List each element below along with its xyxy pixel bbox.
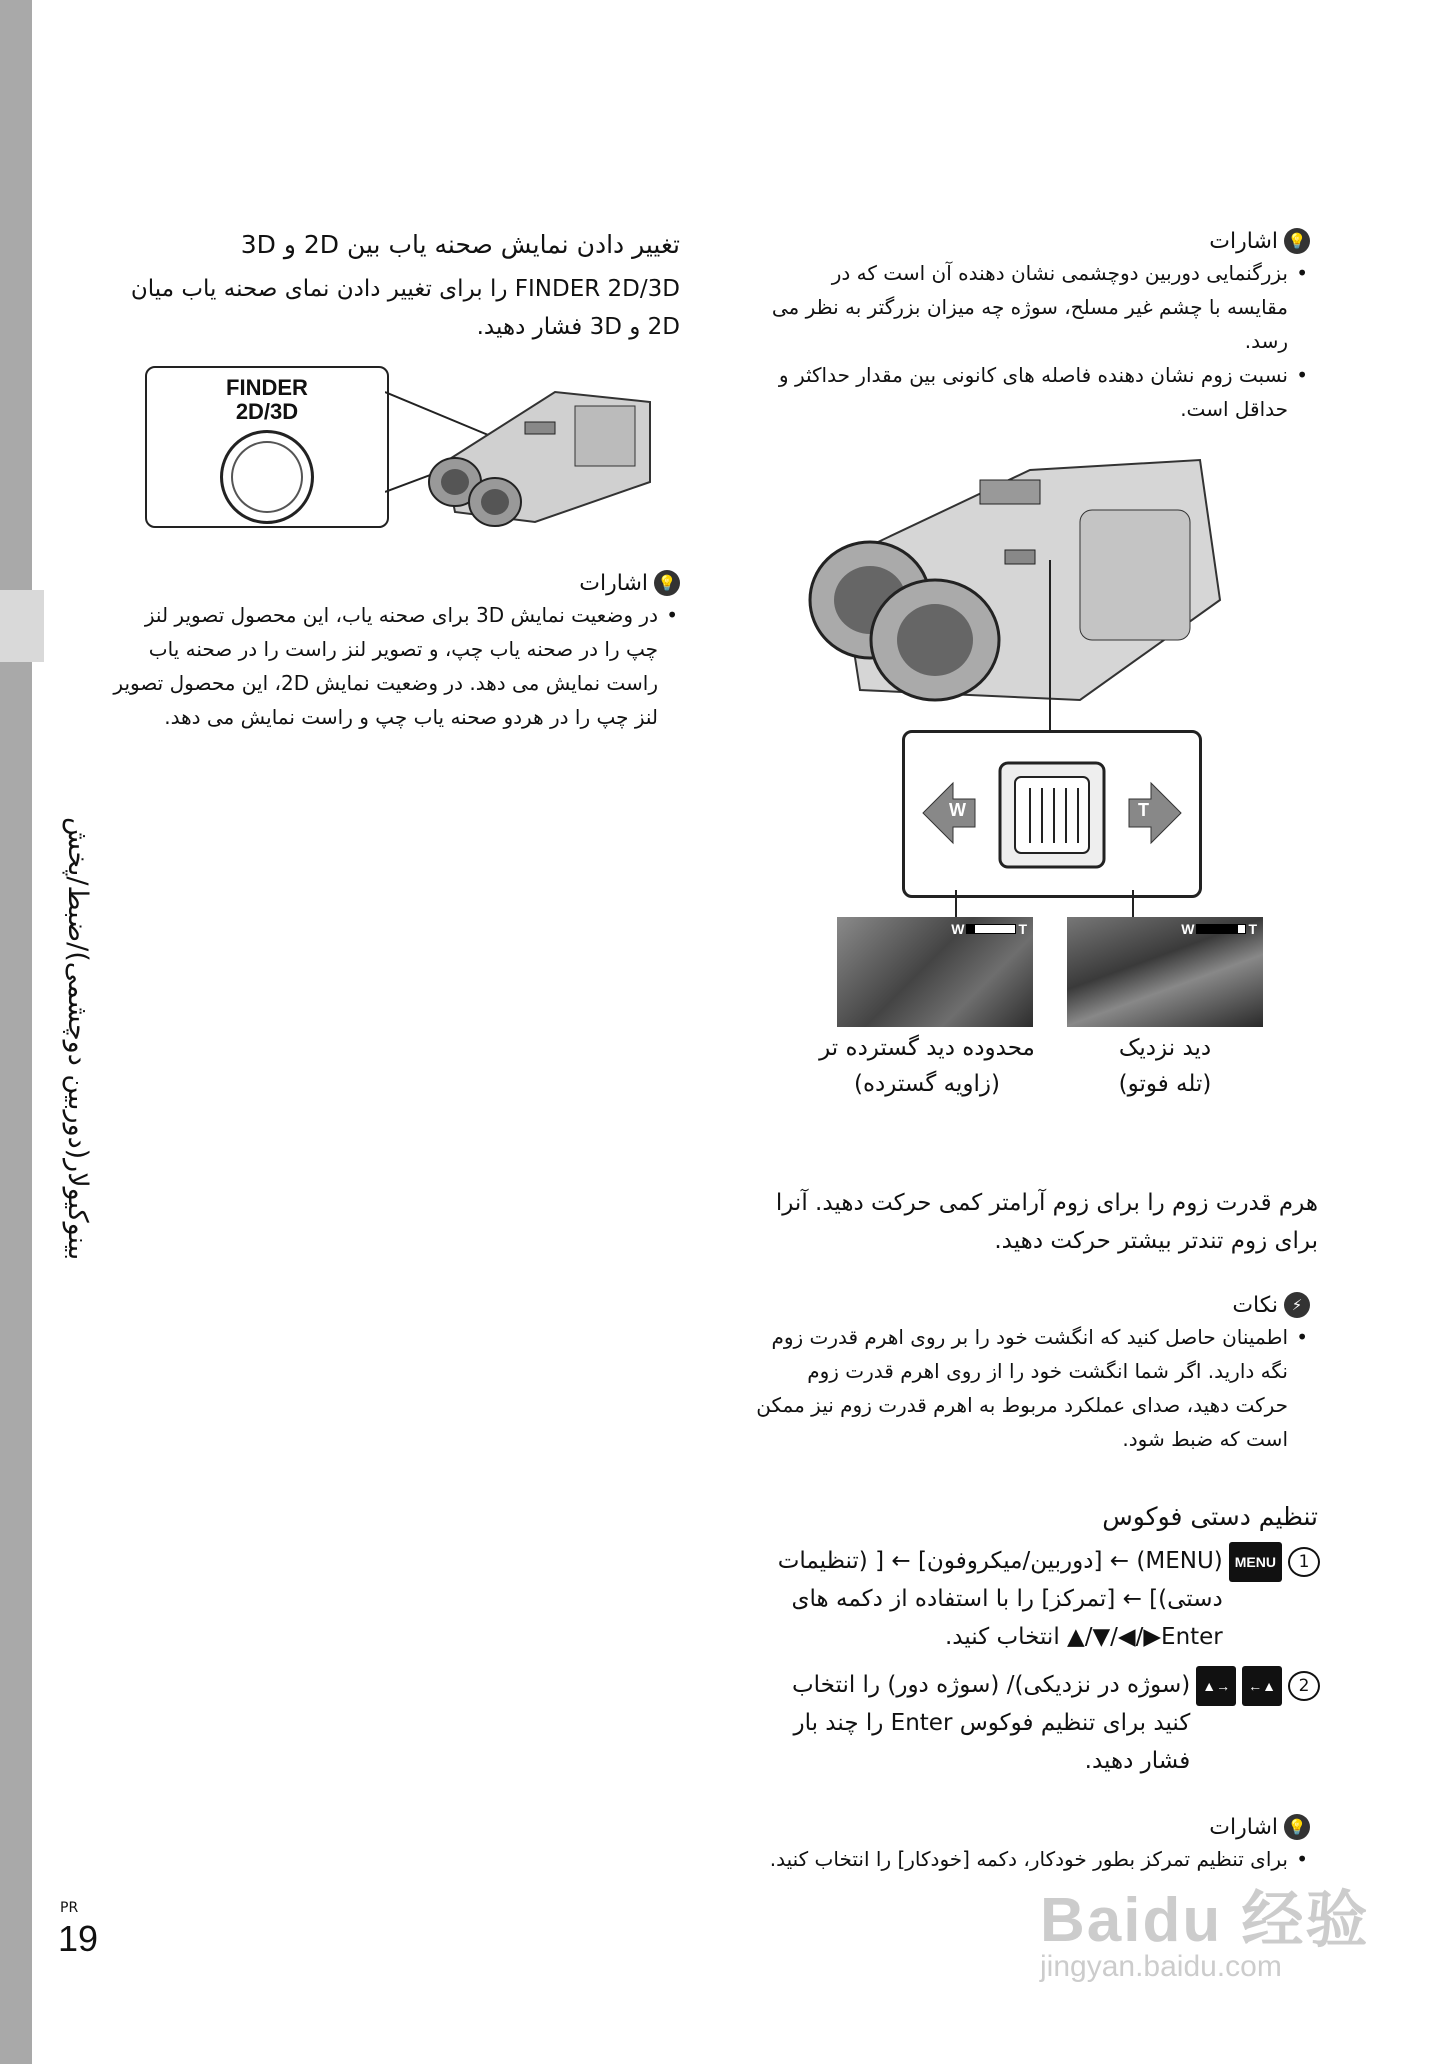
finder-heading: تغییر دادن نمایش صحنه یاب بین 2D و 3D (240, 230, 680, 259)
finder-button-callout (145, 366, 389, 528)
zoom-notes-title: نکات (1232, 1292, 1278, 1318)
zoom-lever-callout (902, 730, 1202, 898)
focus-heading: تنظیم دستی فوکوس (1102, 1502, 1318, 1531)
zoom-leader-lines (940, 890, 1140, 920)
finder-hints (110, 568, 680, 734)
step-2-text: (سوژه در نزدیکی)/ (سوژه دور) را انتخاب کنید برای تنظیم فوکوس Enter را چند بار فشار دهید. (792, 1672, 1191, 1774)
zoom-notes (750, 1290, 1310, 1456)
finder-paragraph: FINDER 2D/3D را برای تغییر دادن نمای صحنه یاب میان 2D و 3D فشار دهید. (130, 276, 680, 340)
step-1-text: (MENU) ← [دوربین/میکروفون] ← [ (تنظیمات دستی)] ← [تمرکز] را با استفاده از دکمه های Enter▶/◀/▼/▲ انتخاب کنید. (777, 1548, 1223, 1650)
side-tab-strip (0, 0, 32, 2064)
far-subject-icon: →▲ (1196, 1666, 1236, 1706)
finder-2d3d-button (220, 430, 314, 524)
finder-button-label: FINDER 2D/3D (226, 375, 308, 424)
zoom-indicator (951, 921, 1027, 937)
finder-hint-item: • در وضعیت نمایش 3D برای صحنه یاب، این محصول تصویر لنز چپ را در صحنه یاب چپ، و تصویر لنز راست را در صحنه یاب راست نمایش می دهد. در وضعیت نمایش 2D، این محصول تصویر لنز چپ را در هردو صحنه یاب چپ و راست نمایش می دهد. (110, 598, 658, 734)
focus-hint-title: اشارات (1209, 1814, 1278, 1840)
focus-step-1 (760, 1542, 1320, 1656)
wide-angle-photo (837, 917, 1033, 1027)
focus-step-2 (760, 1666, 1320, 1780)
zoom-note-item: • اطمینان حاصل کنید که انگشت خود را بر روی اهرم قدرت زوم نگه دارید. اگر شما انگشت خود را از روی اهرم قدرت زوم حرکت دهید، صدای عملکرد مربوط به اهرم قدرت زوم نیز ممکن است که ضبط شود. (750, 1320, 1288, 1456)
zoom-hint-item: • نسبت زوم نشان دهنده فاصله های کانونی بین مقدار حداکثر و حداقل است. (770, 358, 1288, 426)
lightbulb-icon: 💡 (1284, 1814, 1310, 1840)
focus-hints (760, 1812, 1310, 1876)
zoom-hint-title: اشارات (1209, 228, 1278, 254)
lightbulb-icon: 💡 (654, 570, 680, 596)
finder-hint-header (110, 568, 680, 598)
binocular-top-illustration (385, 372, 655, 532)
zoom-wide-label: W (949, 800, 966, 820)
lightning-icon: ⚡ (1284, 1292, 1310, 1318)
step-number-2: 2 (1288, 1671, 1320, 1701)
finder-hint-title: اشارات (579, 570, 648, 596)
zoom-tele-label: T (1138, 800, 1149, 820)
zoom-fill-tele (1197, 925, 1238, 933)
zoom-paragraph: هرم قدرت زوم را برای زوم آرامتر کمی حرکت دهید. آنرا برای زوم تندتر بیشتر حرکت دهید. (775, 1190, 1318, 1254)
side-tab-marker (0, 590, 44, 662)
zoom-hints (770, 226, 1310, 426)
zoom-hint-item: • بزرگنمایی دوربین دوچشمی نشان دهنده آن است که در مقایسه با چشم غیر مسلح، سوژه چه میزان بزرگتر به نظر می رسد. (770, 256, 1288, 358)
menu-icon: MENU (1229, 1542, 1282, 1582)
near-subject-icon: ▲← (1242, 1666, 1282, 1706)
zoom-indicator-t: T (1018, 921, 1027, 937)
page-language-code: PR (60, 1900, 79, 1916)
focus-hint-header (760, 1812, 1310, 1842)
telephoto-caption: دید نزدیک (تله فوتو) (1118, 1035, 1212, 1097)
section-side-title: بینوکیولار(دوربین دوچشمی)/ضبط/پخش (62, 816, 93, 1260)
zoom-indicator-t: T (1248, 921, 1257, 937)
watermark-logo: Baidu 经验 (1040, 1886, 1370, 1955)
page-number: 19 (58, 1918, 99, 1959)
zoom-hint-header (770, 226, 1310, 256)
step-number-1: 1 (1288, 1547, 1320, 1577)
zoom-fill-wide (967, 925, 974, 933)
focus-hint-item: • برای تنظیم تمرکز بطور خودکار، دکمه [خودکار] را انتخاب کنید. (760, 1842, 1288, 1876)
lightbulb-icon: 💡 (1284, 228, 1310, 254)
zoom-indicator-w: W (1181, 921, 1195, 937)
wide-angle-caption: محدوده دید گسترده تر (زاویه گسترده) (819, 1035, 1035, 1097)
zoom-indicator (1181, 921, 1257, 937)
telephoto-photo (1067, 917, 1263, 1027)
zoom-indicator-w: W (951, 921, 965, 937)
watermark-url: jingyan.baidu.com (1040, 1950, 1282, 1983)
zoom-notes-header (750, 1290, 1310, 1320)
binocular-front-illustration (780, 450, 1230, 740)
